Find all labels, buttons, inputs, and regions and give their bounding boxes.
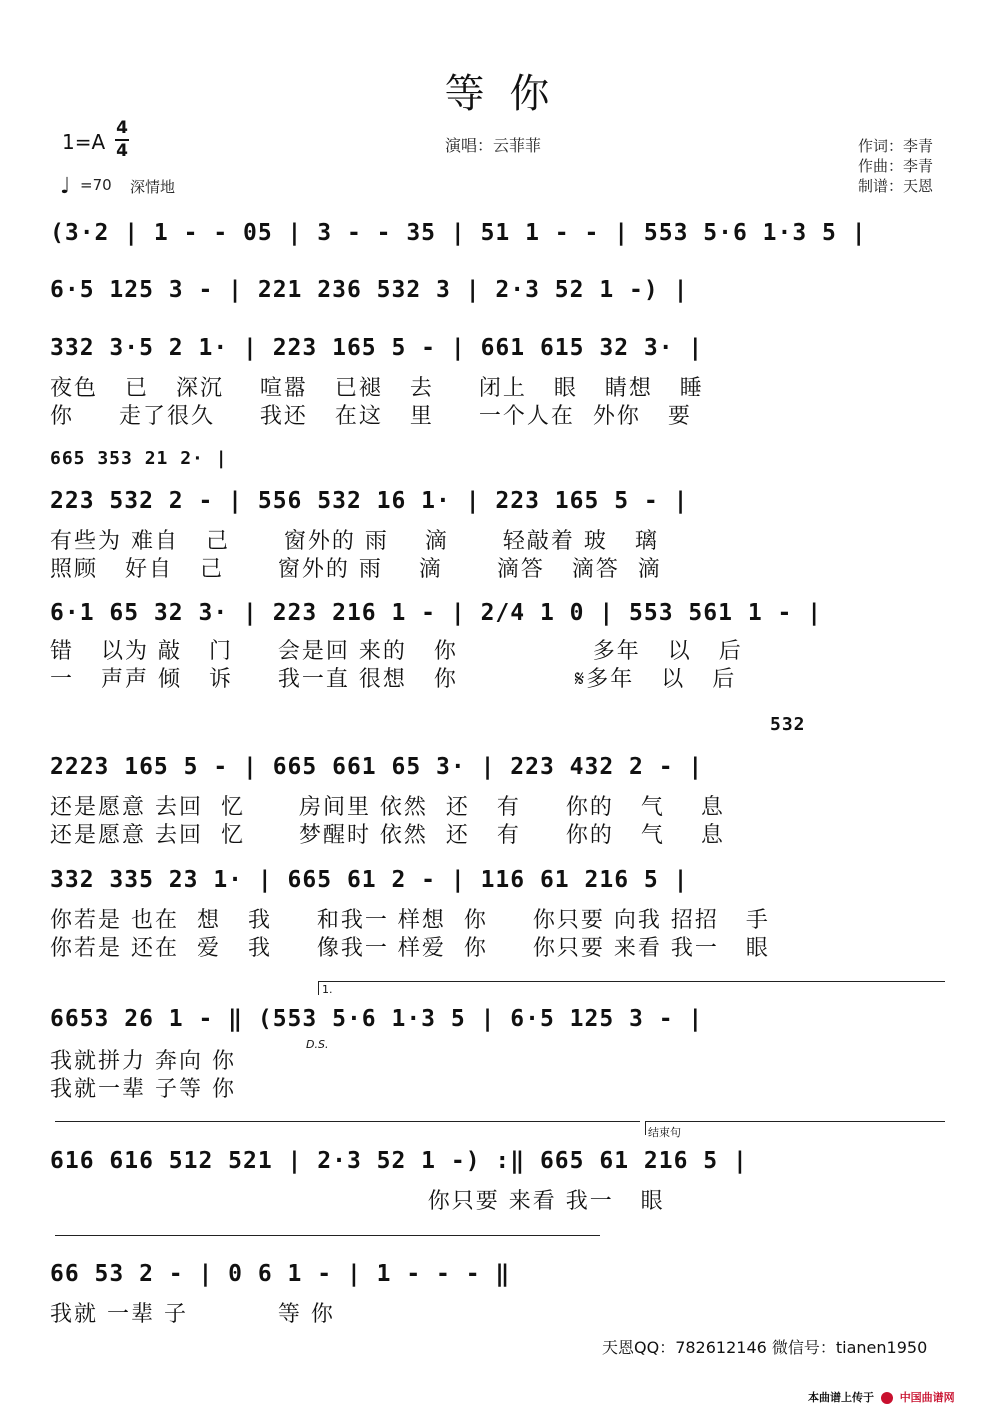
notation-upper-line: 665 353 21 2· | [50,448,228,469]
tempo: =70 [80,176,112,194]
time-sig-top: 4 [116,118,128,138]
notation-line: 616 616 512 521 | 2·3 52 1 -) :‖ 665 61 216 5 | [50,1148,748,1174]
lyrics-verse-2: 你 走了很久 我还 在这 里 一个人在 外你 要 [50,404,692,429]
notation-line: 6653 26 1 - ‖ (553 5·6 1·3 5 | 6·5 125 3 - | [50,1006,704,1032]
notation-line: 332 3·5 2 1· | 223 165 5 - | 661 615 32 3· | [50,335,704,361]
notation-line: (3·2 | 1 - - 05 | 3 - - 35 | 51 1 - - | 553 5·6 1·3 5 | [50,220,867,246]
lyrics-verse-2: 还是愿意 去回 忆 梦醒时 依然 还 有 你的 气 息 [50,823,725,848]
volta-label: 1. [322,983,333,996]
notation-line: 6·1 65 32 3· | 223 216 1 - | 2/4 1 0 | 553 561 1 - | [50,600,823,626]
lyrics-verse-1: 有些为 难自 己 窗外的 雨 滴 轻敲着 玻 璃 [50,529,659,554]
time-signature [114,118,130,162]
lyrics-verse-1: 我就拼力 奔向 你 [50,1049,236,1074]
expression: 深情地 [130,178,176,196]
site-name: 中国曲谱网 [899,1391,955,1404]
lyrics-verse-2: 我就一辈 子等 你 [50,1077,236,1102]
coda-bracket [645,1121,945,1122]
notation-line: 6·5 125 3 - | 221 236 532 3 | 2·3 52 1 -) | [50,277,689,303]
notation-line: 66 53 2 - | 0 6 1 - | 1 - - - ‖ [50,1261,511,1287]
ds-marking: D.S. [306,1038,329,1051]
song-title: 等 你 [444,71,556,117]
notation-line: 223 532 2 - | 556 532 16 1· | 223 165 5 - | [50,488,689,514]
notation-upper-line: 532 [770,714,806,735]
lyrics-verse-2: 照顾 好自 己 窗外的 雨 滴 滴答 滴答 滴 [50,557,662,582]
key-signature: 1=A [62,130,106,154]
notation-line: 2223 165 5 - | 665 661 65 3· | 223 432 2 - | [50,754,704,780]
lyrics-verse-2: 你若是 还在 爱 我 像我一 样爱 你 你只要 来看 我一 眼 [50,936,770,961]
lyrics-line: 你只要 来看 我一 眼 [50,1189,665,1214]
site-logo-icon [881,1392,893,1404]
singer: 演唱：云菲菲 [445,136,542,155]
volta-bracket-edge [318,981,319,995]
notation-line: 332 335 23 1· | 665 61 2 - | 116 61 216 5 | [50,867,689,893]
coda-bracket-edge [645,1121,646,1135]
upload-note: 本曲谱上传于 [808,1391,874,1404]
lyrics-verse-1: 你若是 也在 想 我 和我一 样想 你 你只要 向我 招招 手 [50,908,770,933]
lyrics-line: 我就 一辈 子 等 你 [50,1302,335,1327]
arranger: 制谱：天恩 [858,177,934,195]
lyricist: 作词：李青 [858,137,934,155]
contact-info: 天恩QQ：782612146 微信号：tianen1950 [602,1338,928,1357]
coda-label: 结束句 [648,1126,681,1139]
lyrics-verse-1: 夜色 已 深沉 喧嚣 已褪 去 闭上 眼 睛想 睡 [50,376,704,401]
time-sig-bottom: 4 [116,141,128,161]
composer: 作曲：李青 [858,157,934,175]
section-rule [55,1235,600,1236]
lyrics-verse-1: 错 以为 敲 门 会是回 来的 你 多年 以 后 [50,639,743,664]
site-credit [808,1389,955,1405]
lyrics-verse-1: 还是愿意 去回 忆 房间里 依然 还 有 你的 气 息 [50,795,725,820]
quarter-note-icon: ♩ [60,174,71,199]
volta-bracket [318,981,945,982]
lyrics-verse-2: 一 声声 倾 诉 我一直 很想 你 𝄋多年 以 后 [50,667,737,692]
section-rule [55,1121,640,1122]
